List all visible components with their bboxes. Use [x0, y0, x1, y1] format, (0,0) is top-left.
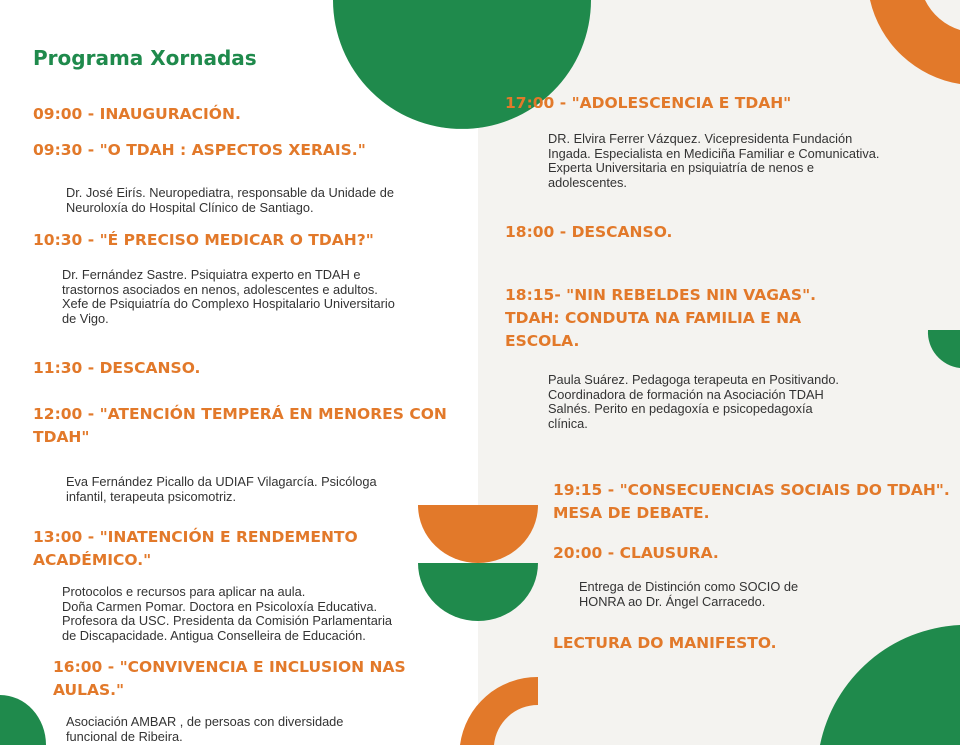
session-1815-description — [548, 373, 880, 431]
desc-line: adolescentes. — [548, 174, 627, 190]
session-1200-heading-line1: 12:00 - "ATENCIÓN TEMPERÁ EN MENORES CON — [33, 405, 447, 423]
session-1030-description — [62, 268, 421, 326]
desc-line: trastornos asociados en nenos, adolescentes e adultos. — [62, 281, 378, 297]
session-1815-heading-line2: TDAH: CONDUTA NA FAMILIA E NA — [505, 309, 802, 327]
desc-line: Eva Fernández Picallo da UDIAF Vilagarcía. Psicóloga — [66, 474, 377, 489]
desc-line: Paula Suárez. Pedagoga terapeuta en Positivando. — [548, 372, 839, 387]
session-1200-heading-line2: TDAH" — [33, 428, 90, 446]
session-0930-heading: 09:30 - "O TDAH : ASPECTOS XERAIS." — [33, 141, 366, 159]
desc-line: funcional de Ribeira. — [66, 728, 183, 744]
session-1600-description — [66, 715, 398, 744]
desc-line: Dr. José Eirís. Neuropediatra, responsable da Unidade de — [66, 185, 394, 200]
desc-line: HONRA ao Dr. Ángel Carracedo. — [579, 593, 766, 609]
session-2000-heading: 20:00 - CLAUSURA. — [553, 544, 719, 562]
desc-line: Neuroloxía do Hospital Clínico de Santiago. — [66, 199, 314, 215]
session-0930-description — [66, 186, 394, 215]
desc-line: de Discapacidade. Antigua Conselleira de Educación. — [62, 627, 366, 643]
session-1300-heading-line1: 13:00 - "INATENCIÓN E RENDEMENTO — [33, 528, 358, 546]
desc-line: DR. Elvira Ferrer Vázquez. Vicepresidenta Fundación — [548, 131, 853, 146]
center-green-bowl — [418, 563, 538, 621]
desc-line: Experta Universitaria en psiquiatría de nenos e — [548, 160, 815, 175]
desc-line: Asociación AMBAR , de persoas con diversidade — [66, 714, 344, 729]
session-1915-heading-line1: 19:15 - "CONSECUENCIAS SOCIAIS DO TDAH". — [553, 481, 950, 499]
desc-line: Ingada. Especialista en Mediciña Familiar e Comunicativa. — [548, 145, 880, 161]
session-1200-description — [66, 475, 398, 504]
bottom-right-green-semicircle — [820, 625, 960, 745]
center-orange-bowl — [418, 505, 538, 563]
session-1700-description — [548, 132, 894, 190]
page-title: Programa Xornadas — [33, 46, 257, 70]
top-right-orange-arc — [870, 0, 960, 84]
session-1700-heading: 17:00 - "ADOLESCENCIA E TDAH" — [505, 94, 792, 112]
session-1915-heading-line2: MESA DE DEBATE. — [553, 504, 710, 522]
session-1030-heading: 10:30 - "É PRECISO MEDICAR O TDAH?" — [33, 231, 374, 249]
session-1815-heading-line3: ESCOLA. — [505, 332, 580, 350]
session-1600-heading-line1: 16:00 - "CONVIVENCIA E INCLUSION NAS — [53, 658, 406, 676]
session-2000-description — [579, 580, 850, 609]
desc-line: Salnés. Perito en pedagoxía e psicopedagoxía — [548, 401, 813, 416]
session-1300-description — [62, 585, 422, 643]
desc-line: Protocolos e recursos para aplicar na aula. — [62, 584, 306, 599]
session-1815-heading-line1: 18:15- "NIN REBELDES NIN VAGAS". — [505, 286, 817, 304]
manifesto-heading: LECTURA DO MANIFESTO. — [553, 634, 777, 652]
session-1300-heading-line2: ACADÉMICO." — [33, 551, 152, 569]
session-0900-heading: 09:00 - INAUGURACIÓN. — [33, 105, 241, 123]
desc-line: Xefe de Psiquiatría do Complexo Hospitalario Universitario — [62, 296, 395, 311]
desc-line: Entrega de Distinción como SOCIO de — [579, 579, 799, 594]
desc-line: infantil, terapeuta psicomotriz. — [66, 488, 236, 504]
right-green-quarter — [928, 330, 960, 368]
desc-line: Coordinadora de formación na Asociación TDAH — [548, 386, 824, 402]
desc-line: Dr. Fernández Sastre. Psiquiatra experto en TDAH e — [62, 267, 361, 282]
session-1600-heading-line2: AULAS." — [53, 681, 125, 699]
desc-line: clínica. — [548, 415, 588, 431]
desc-line: Profesora da USC. Presidenta da Comisión Parlamentaria — [62, 613, 393, 628]
bottom-left-green-quarter — [0, 695, 46, 745]
desc-line: Doña Carmen Pomar. Doctora en Psicoloxía Educativa. — [62, 598, 378, 614]
desc-line: de Vigo. — [62, 310, 109, 326]
session-1800-heading: 18:00 - DESCANSO. — [505, 223, 673, 241]
session-1130-heading: 11:30 - DESCANSO. — [33, 359, 201, 377]
bottom-orange-arc — [460, 677, 538, 745]
